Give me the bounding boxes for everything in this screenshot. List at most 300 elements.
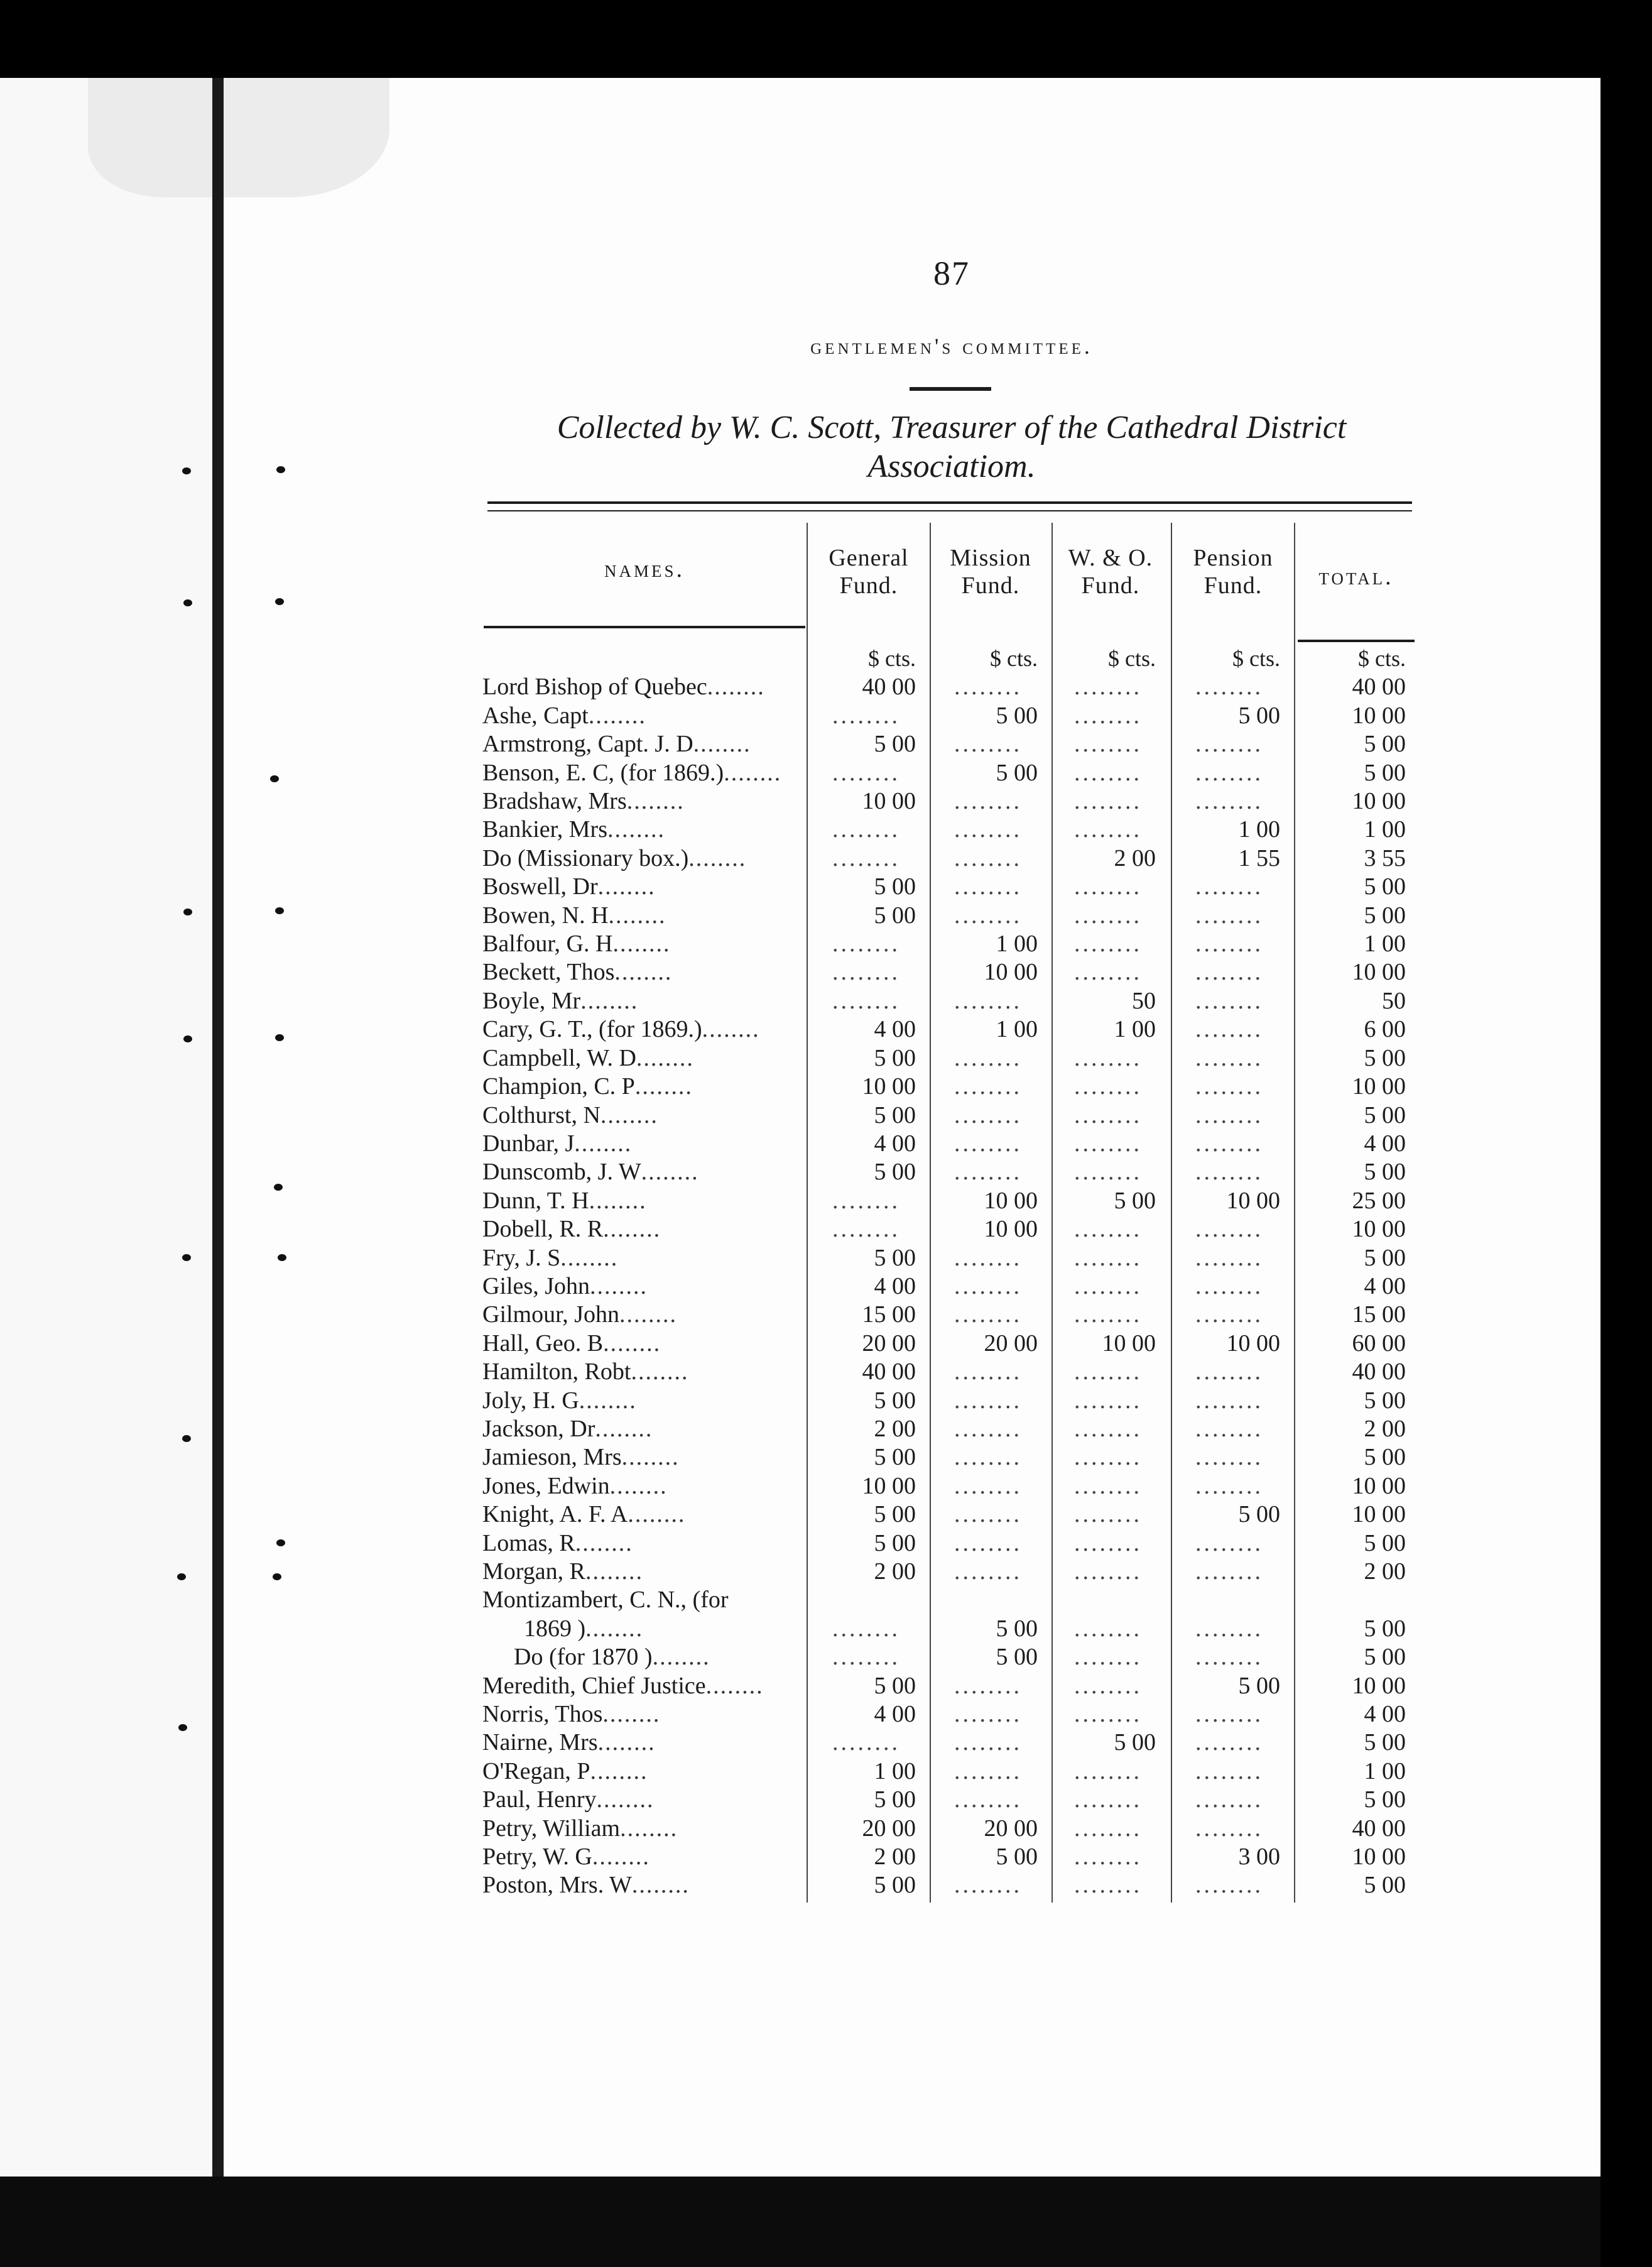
margin-mark: [177, 1573, 186, 1580]
empty-dot-leader: ........: [1195, 1872, 1263, 1899]
section-heading: gentlemen's committee.: [810, 334, 1093, 359]
table-row: [475, 730, 1417, 758]
dot-leader: ........: [705, 1672, 764, 1699]
empty-dot-leader: ........: [954, 873, 1022, 900]
header-pension-fund: [1173, 544, 1293, 599]
empty-dot-leader: ........: [1195, 1444, 1263, 1471]
table-row: [475, 1700, 1417, 1729]
dot-leader: ........: [619, 1301, 678, 1328]
empty-dot-leader: ........: [954, 1415, 1022, 1442]
contributor-name: [475, 1187, 805, 1215]
units-label: $ cts.: [1358, 646, 1406, 671]
dot-leader: ........: [585, 1615, 644, 1642]
dot-leader: ........: [597, 873, 656, 900]
total-amount: 40 00: [1352, 1358, 1406, 1385]
contributor-name: [475, 1871, 805, 1899]
total-amount: 5 00: [1364, 731, 1406, 758]
empty-dot-leader: ........: [1074, 1529, 1142, 1556]
contributor-name-text: Bankier, Mrs: [482, 816, 607, 843]
total-amount: 10 00: [1352, 1216, 1406, 1243]
contributor-name: [475, 873, 805, 901]
dot-leader: ........: [634, 1073, 693, 1100]
dot-leader: ........: [597, 1729, 656, 1756]
dot-leader: ........: [652, 1644, 710, 1671]
general-amount: 4 00: [874, 1130, 916, 1157]
table-row: [475, 1044, 1417, 1073]
margin-mark: [183, 909, 192, 915]
table-row: [475, 1330, 1417, 1358]
empty-dot-leader: ........: [1195, 731, 1263, 758]
header-line: Mission: [950, 545, 1031, 571]
contributor-name: [475, 1387, 805, 1415]
empty-dot-leader: ........: [832, 1187, 900, 1214]
empty-dot-leader: ........: [1074, 1757, 1142, 1784]
contributor-name: [475, 1558, 805, 1586]
total-amount: 10 00: [1352, 959, 1406, 986]
contributor-name-text: Armstrong, Capt. J. D: [482, 731, 693, 758]
empty-dot-leader: ........: [1074, 1672, 1142, 1699]
empty-dot-leader: ........: [1195, 1387, 1263, 1414]
dot-leader: ........: [595, 1415, 653, 1442]
total-amount: 5 00: [1364, 1444, 1406, 1471]
dot-leader: ........: [621, 1444, 680, 1471]
contributor-name-text: Dunscomb, J. W: [482, 1159, 641, 1186]
general-amount: 5 00: [874, 1672, 916, 1699]
contributor-name-text: Norris, Thos: [482, 1701, 603, 1728]
table-row: [475, 1215, 1417, 1243]
dot-leader: ........: [688, 844, 747, 871]
header-line: General: [829, 545, 909, 571]
empty-dot-leader: ........: [1074, 873, 1142, 900]
contributor-name-text: Balfour, G. H: [482, 931, 613, 958]
dot-leader: ........: [589, 1187, 647, 1214]
margin-mark: [182, 1435, 191, 1442]
empty-dot-leader: ........: [1195, 873, 1263, 900]
empty-dot-leader: ........: [954, 1872, 1022, 1899]
empty-dot-leader: ........: [1195, 1272, 1263, 1299]
contributor-name: [475, 1786, 805, 1814]
empty-dot-leader: ........: [1074, 731, 1142, 758]
total-amount: 50: [1382, 987, 1406, 1014]
contributor-name: [475, 816, 805, 844]
wo-amount: 1 00: [1114, 1016, 1156, 1043]
contributor-name-text: Beckett, Thos: [482, 959, 615, 986]
empty-dot-leader: ........: [1195, 902, 1263, 929]
units-label: $ cts.: [1232, 646, 1280, 671]
empty-dot-leader: ........: [954, 1272, 1022, 1299]
empty-dot-leader: ........: [954, 1501, 1022, 1528]
contributor-name-text: Hamilton, Robt: [482, 1358, 631, 1385]
contributor-name: [475, 1244, 805, 1272]
mission-amount: 10 00: [984, 959, 1038, 986]
mission-amount: 10 00: [984, 1216, 1038, 1243]
contributor-name: [475, 1586, 805, 1614]
contributor-name: [475, 759, 805, 787]
total-amount: 5 00: [1364, 1786, 1406, 1813]
dot-leader: ........: [693, 731, 751, 758]
contributor-name-text: Champion, C. P: [482, 1073, 635, 1100]
contributor-name-text: 1869 ): [524, 1615, 586, 1642]
table-row: [475, 1443, 1417, 1472]
dot-leader: ........: [620, 1815, 678, 1842]
general-amount: 5 00: [874, 1101, 916, 1128]
table-row: [475, 1101, 1417, 1130]
contributor-name: [475, 1330, 805, 1358]
empty-dot-leader: ........: [1074, 1159, 1142, 1186]
table-row: [475, 1073, 1417, 1101]
mission-amount: 20 00: [984, 1815, 1038, 1842]
contributor-name: [475, 987, 805, 1015]
header-line: Fund.: [839, 572, 898, 599]
empty-dot-leader: ........: [954, 1244, 1022, 1271]
contributor-name-text: Colthurst, N: [482, 1101, 600, 1128]
subtitle: [477, 408, 1426, 486]
empty-dot-leader: ........: [832, 931, 900, 958]
empty-cell: [1291, 1586, 1417, 1614]
table-row: [475, 1529, 1417, 1558]
empty-dot-leader: ........: [1074, 1644, 1142, 1671]
empty-dot-leader: ........: [1195, 1757, 1263, 1784]
contributor-name-text: Lord Bishop of Quebec: [482, 674, 707, 701]
empty-dot-leader: ........: [1195, 759, 1263, 786]
general-amount: 10 00: [862, 1073, 916, 1100]
empty-dot-leader: ........: [1074, 1786, 1142, 1813]
empty-dot-leader: ........: [1074, 759, 1142, 786]
general-amount: 5 00: [874, 1529, 916, 1556]
empty-dot-leader: ........: [1074, 1387, 1142, 1414]
dot-leader: ........: [603, 1216, 661, 1243]
dot-leader: ........: [600, 1101, 658, 1128]
table-row: [475, 1301, 1417, 1329]
empty-dot-leader: ........: [1195, 1729, 1263, 1756]
units-label: $ cts.: [1108, 646, 1156, 671]
contributor-name-text: Petry, William: [482, 1815, 621, 1842]
margin-mark: [182, 1254, 191, 1261]
torn-paper-corner: [88, 78, 389, 197]
empty-cell: [1049, 1586, 1167, 1614]
contributor-name: [475, 1615, 805, 1643]
empty-dot-leader: ........: [954, 1101, 1022, 1128]
empty-dot-leader: ........: [1195, 1558, 1263, 1585]
empty-dot-leader: ........: [954, 1729, 1022, 1756]
margin-mark: [178, 1724, 187, 1731]
table-row: [475, 1615, 1417, 1643]
contributor-name: [475, 1757, 805, 1786]
total-amount: 1 00: [1364, 816, 1406, 843]
mission-amount: 5 00: [996, 1644, 1038, 1671]
contributor-name: [475, 787, 805, 816]
empty-dot-leader: ........: [1195, 959, 1263, 986]
total-amount: 40 00: [1352, 1815, 1406, 1842]
contributor-name: [475, 1729, 805, 1757]
empty-dot-leader: ........: [1195, 1073, 1263, 1100]
dot-leader: ........: [608, 902, 666, 929]
table-row: [475, 1015, 1417, 1044]
dot-leader: ........: [626, 788, 685, 815]
margin-mark: [273, 1573, 281, 1580]
margin-mark: [183, 599, 192, 606]
header-line: Pension: [1193, 545, 1273, 571]
header-line: W. & O.: [1068, 545, 1153, 571]
empty-dot-leader: ........: [1195, 674, 1263, 701]
dot-leader: ........: [724, 759, 782, 786]
total-amount: 1 00: [1364, 931, 1406, 958]
total-amount: 10 00: [1352, 1073, 1406, 1100]
contributor-name: [475, 1443, 805, 1472]
margin-mark: [270, 775, 279, 782]
table-row: [475, 930, 1417, 958]
table-row: [475, 1358, 1417, 1386]
empty-dot-leader: ........: [1074, 1301, 1142, 1328]
contributor-name: [475, 958, 805, 986]
contributor-name-text: Ashe, Capt: [482, 702, 589, 729]
general-amount: 40 00: [862, 674, 916, 701]
table-row: [475, 1843, 1417, 1871]
contributor-name: [475, 1815, 805, 1843]
dot-leader: ........: [607, 816, 665, 843]
empty-dot-leader: ........: [954, 902, 1022, 929]
total-amount: 5 00: [1364, 1387, 1406, 1414]
contributor-name-text: Morgan, R: [482, 1558, 585, 1585]
empty-dot-leader: ........: [1074, 674, 1142, 701]
empty-dot-leader: ........: [1195, 1786, 1263, 1813]
pension-amount: 1 55: [1238, 844, 1280, 871]
total-amount: 10 00: [1352, 1472, 1406, 1499]
contributor-name: [475, 1415, 805, 1443]
margin-mark: [278, 1254, 286, 1261]
contributor-name-text: Fry, J. S: [482, 1244, 561, 1271]
empty-dot-leader: ........: [954, 788, 1022, 815]
contributor-name: [475, 1272, 805, 1301]
contributor-name: [475, 902, 805, 930]
subtitle-line: Associatiom.: [867, 449, 1036, 484]
dot-leader: ........: [636, 1044, 694, 1071]
empty-dot-leader: ........: [832, 1644, 900, 1671]
empty-dot-leader: ........: [1074, 959, 1142, 986]
total-amount: 5 00: [1364, 1644, 1406, 1671]
general-amount: 5 00: [874, 1872, 916, 1899]
general-amount: 5 00: [874, 1044, 916, 1071]
contributor-name-text: Meredith, Chief Justice: [482, 1672, 706, 1699]
dot-leader: ........: [579, 1387, 637, 1414]
empty-dot-leader: ........: [1074, 816, 1142, 843]
header-general-fund: [810, 544, 927, 599]
empty-dot-leader: ........: [1195, 1358, 1263, 1385]
general-amount: 10 00: [862, 788, 916, 815]
total-amount: 5 00: [1364, 1244, 1406, 1271]
empty-dot-leader: ........: [1074, 1558, 1142, 1585]
table-top-rule: [487, 510, 1412, 511]
empty-dot-leader: ........: [1195, 1016, 1263, 1043]
pension-amount: 3 00: [1238, 1844, 1280, 1871]
table-row: [475, 1815, 1417, 1843]
total-amount: 1 00: [1364, 1757, 1406, 1784]
mission-amount: 10 00: [984, 1187, 1038, 1214]
table-row: [475, 1158, 1417, 1186]
general-amount: 15 00: [862, 1301, 916, 1328]
total-amount: 25 00: [1352, 1187, 1406, 1214]
total-amount: 40 00: [1352, 674, 1406, 701]
contributor-name: [475, 1643, 805, 1671]
empty-dot-leader: ........: [954, 1672, 1022, 1699]
general-amount: 5 00: [874, 1444, 916, 1471]
empty-dot-leader: ........: [1195, 1472, 1263, 1499]
empty-dot-leader: ........: [1195, 1415, 1263, 1442]
page-number: 87: [933, 254, 970, 292]
general-amount: 5 00: [874, 1501, 916, 1528]
total-amount: 5 00: [1364, 759, 1406, 786]
empty-dot-leader: ........: [1074, 902, 1142, 929]
empty-dot-leader: ........: [954, 987, 1022, 1014]
general-amount: 5 00: [874, 731, 916, 758]
general-amount: 10 00: [862, 1472, 916, 1499]
units-spacer: [475, 645, 805, 673]
empty-dot-leader: ........: [954, 1387, 1022, 1414]
contributor-name-text: O'Regan, P: [482, 1757, 590, 1784]
dot-leader: ........: [574, 1130, 633, 1157]
empty-dot-leader: ........: [1195, 788, 1263, 815]
empty-dot-leader: ........: [1195, 1044, 1263, 1071]
margin-mark: [182, 467, 191, 474]
general-amount: 1 00: [874, 1757, 916, 1784]
total-amount: 10 00: [1352, 1844, 1406, 1871]
table-row: [475, 1586, 1417, 1614]
mission-amount: 5 00: [996, 1844, 1038, 1871]
units-label: $ cts.: [868, 646, 916, 671]
contributor-name-text: Boyle, Mr: [482, 987, 581, 1014]
total-amount: 4 00: [1364, 1272, 1406, 1299]
table-row: [475, 902, 1417, 930]
contributor-name: [475, 1472, 805, 1500]
empty-cell: [1167, 1586, 1291, 1614]
empty-dot-leader: ........: [1195, 1301, 1263, 1328]
contributor-name-text: Campbell, W. D: [482, 1044, 636, 1071]
general-amount: 20 00: [862, 1815, 916, 1842]
empty-dot-leader: ........: [1074, 1501, 1142, 1528]
header-line: Fund.: [961, 572, 1020, 599]
total-amount: 5 00: [1364, 1729, 1406, 1756]
units-row: [475, 645, 1417, 673]
contributor-name: [475, 1700, 805, 1729]
pension-amount: 1 00: [1238, 816, 1280, 843]
total-amount: 5 00: [1364, 1872, 1406, 1899]
table-row: [475, 1415, 1417, 1443]
wo-amount: 10 00: [1102, 1330, 1156, 1357]
total-amount: 4 00: [1364, 1701, 1406, 1728]
table-row: [475, 673, 1417, 701]
total-amount: 10 00: [1352, 1672, 1406, 1699]
contributor-name-text: Petry, W. G: [482, 1844, 592, 1871]
empty-dot-leader: ........: [1074, 1101, 1142, 1128]
contributor-name-text: Bradshaw, Mrs: [482, 788, 627, 815]
empty-dot-leader: ........: [1074, 1244, 1142, 1271]
contributor-name-text: Poston, Mrs. W: [482, 1872, 632, 1899]
table-row: [475, 1130, 1417, 1158]
table-top-rule: [487, 501, 1412, 504]
pension-amount: 5 00: [1238, 1672, 1280, 1699]
table-row: [475, 987, 1417, 1015]
empty-dot-leader: ........: [1195, 1701, 1263, 1728]
empty-dot-leader: ........: [832, 1729, 900, 1756]
contributor-name-text: Cary, G. T., (for 1869.): [482, 1016, 702, 1043]
empty-dot-leader: ........: [832, 959, 900, 986]
header-total: total.: [1318, 564, 1394, 590]
scan-bottom-edge: [0, 2177, 1600, 2267]
margin-mark: [183, 1035, 192, 1042]
general-amount: 4 00: [874, 1016, 916, 1043]
empty-dot-leader: ........: [832, 816, 900, 843]
empty-dot-leader: ........: [832, 844, 900, 871]
empty-dot-leader: ........: [954, 731, 1022, 758]
table-row: [475, 1244, 1417, 1272]
total-amount: 5 00: [1364, 1101, 1406, 1128]
contributor-name: [475, 1672, 805, 1700]
empty-dot-leader: ........: [1195, 1101, 1263, 1128]
table-row: [475, 1387, 1417, 1415]
header-wo-fund: [1053, 544, 1168, 599]
contributor-name-text: Lomas, R: [482, 1529, 575, 1556]
empty-cell: [927, 1586, 1049, 1614]
contributor-name-text: Paul, Henry: [482, 1786, 597, 1813]
general-amount: 4 00: [874, 1701, 916, 1728]
total-amount: 6 00: [1364, 1016, 1406, 1043]
dot-leader: ........: [590, 1757, 648, 1784]
dot-leader: ........: [614, 959, 673, 986]
empty-dot-leader: ........: [832, 1615, 900, 1642]
contributor-name: [475, 1500, 805, 1529]
margin-mark: [274, 1184, 283, 1191]
empty-dot-leader: ........: [1074, 931, 1142, 958]
empty-dot-leader: ........: [1074, 1415, 1142, 1442]
margin-mark: [275, 1034, 284, 1041]
contributor-name-text: Hall, Geo. B: [482, 1330, 604, 1357]
contributor-name: [475, 1358, 805, 1386]
wo-amount: 5 00: [1114, 1729, 1156, 1756]
header-line: Fund.: [1081, 572, 1140, 599]
dot-leader: ........: [602, 1701, 661, 1728]
mission-amount: 5 00: [996, 759, 1038, 786]
contributor-name: [475, 930, 805, 958]
total-amount: 5 00: [1364, 873, 1406, 900]
total-amount: 4 00: [1364, 1130, 1406, 1157]
wo-amount: 2 00: [1114, 844, 1156, 871]
table-row: [475, 759, 1417, 787]
contributor-name: [475, 673, 805, 701]
dot-leader: ........: [707, 674, 765, 701]
empty-dot-leader: ........: [1074, 788, 1142, 815]
dot-leader: ........: [596, 1786, 655, 1813]
general-amount: 2 00: [874, 1415, 916, 1442]
empty-dot-leader: ........: [832, 987, 900, 1014]
book-spine: [212, 78, 224, 2177]
empty-dot-leader: ........: [1074, 1444, 1142, 1471]
empty-dot-leader: ........: [1195, 1615, 1263, 1642]
pension-amount: 5 00: [1238, 1501, 1280, 1528]
dot-leader: ........: [575, 1529, 633, 1556]
dot-leader: ........: [560, 1244, 619, 1271]
subscription-table: [475, 645, 1417, 1900]
mission-amount: 1 00: [996, 1016, 1038, 1043]
empty-dot-leader: ........: [1074, 1872, 1142, 1899]
wo-amount: 50: [1132, 987, 1156, 1014]
contributor-name: [475, 1073, 805, 1101]
empty-dot-leader: ........: [954, 844, 1022, 871]
contributor-name: [475, 1130, 805, 1158]
contributor-name-text: Montizambert, C. N., (for: [482, 1587, 729, 1614]
empty-dot-leader: ........: [832, 1216, 900, 1243]
contributor-name-text: Gilmour, John: [482, 1301, 620, 1328]
contributor-name-text: Jamieson, Mrs: [482, 1444, 622, 1471]
